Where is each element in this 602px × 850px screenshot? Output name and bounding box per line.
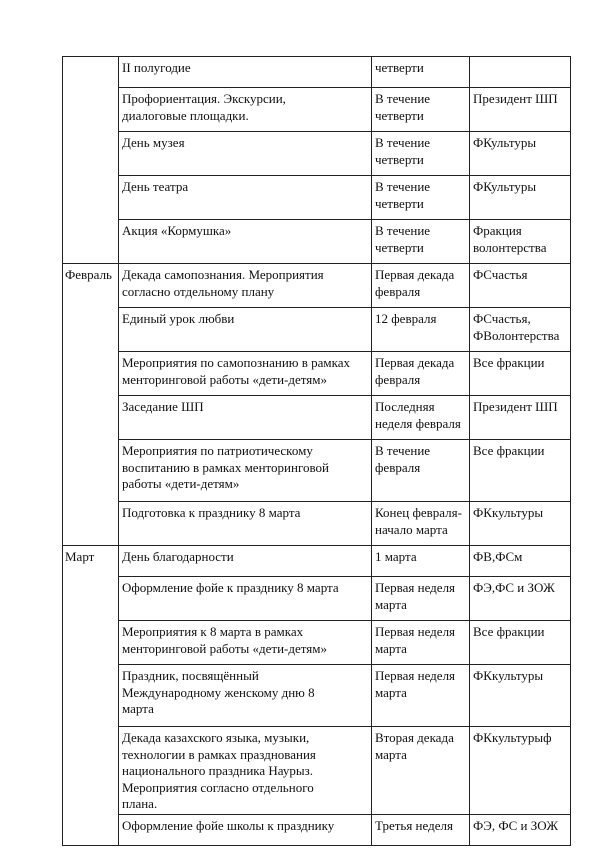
timing-cell: Первая неделя марта (372, 621, 470, 665)
event-cell: Единый урок любви (119, 308, 372, 352)
table-row (63, 57, 571, 88)
plan-table (62, 56, 571, 846)
responsible-cell: ФКкультурыф (470, 727, 571, 815)
timing-cell: В течение февраля (372, 440, 470, 502)
responsible-cell: Все фракции (470, 440, 571, 502)
responsible-cell: ФКкультуры (470, 665, 571, 727)
responsible-cell: ФЭ, ФС и ЗОЖ (470, 815, 571, 846)
table-row (63, 815, 571, 846)
event-cell: Акция «Кормушка» (119, 220, 372, 264)
timing-cell: Первая декада февраля (372, 352, 470, 396)
event-cell: Заседание ШП (119, 396, 372, 440)
table-row (63, 546, 571, 577)
table-row (63, 132, 571, 176)
responsible-cell: ФКультуры (470, 132, 571, 176)
month-cell: Февраль (63, 264, 119, 546)
table-row (63, 352, 571, 396)
responsible-cell: Фракция волонтерства (470, 220, 571, 264)
timing-cell: 12 февраля (372, 308, 470, 352)
event-cell: Мероприятия по самопознанию в рамках менторинговой работы «дети-детям» (119, 352, 372, 396)
table-row (63, 308, 571, 352)
event-cell: Праздник, посвящённый Международному женскому дню 8 марта (119, 665, 372, 727)
responsible-cell: ФКкультуры (470, 502, 571, 546)
responsible-cell: ФСчастья (470, 264, 571, 308)
event-cell: Декада самопознания. Мероприятия согласно отдельному плану (119, 264, 372, 308)
timing-cell: Последняя неделя февраля (372, 396, 470, 440)
timing-cell: В течение четверти (372, 132, 470, 176)
timing-cell: В течение четверти (372, 176, 470, 220)
table-row (63, 220, 571, 264)
event-cell: Мероприятия к 8 марта в рамках менторинговой работы «дети-детям» (119, 621, 372, 665)
responsible-cell (470, 57, 571, 88)
event-cell: День благодарности (119, 546, 372, 577)
table-row (63, 396, 571, 440)
month-cell: Март (63, 546, 119, 846)
event-cell: Декада казахского языка, музыки, технологии в рамках празднования национального праздника Наурыз. Мероприятия согласно отдельного плана. (119, 727, 372, 815)
timing-cell: Третья неделя (372, 815, 470, 846)
month-cell (63, 57, 119, 264)
table-row (63, 665, 571, 727)
responsible-cell: Все фракции (470, 621, 571, 665)
event-cell: День музея (119, 132, 372, 176)
table-row (63, 502, 571, 546)
responsible-cell: ФКультуры (470, 176, 571, 220)
table-row (63, 176, 571, 220)
table-row (63, 727, 571, 815)
responsible-cell: ФСчастья, ФВолонтерства (470, 308, 571, 352)
timing-cell: Первая неделя марта (372, 665, 470, 727)
timing-cell: Конец февраля- начало марта (372, 502, 470, 546)
timing-cell: Первая декада февраля (372, 264, 470, 308)
timing-cell: Первая неделя марта (372, 577, 470, 621)
event-cell: Оформление фойе школы к празднику (119, 815, 372, 846)
event-cell: Оформление фойе к празднику 8 марта (119, 577, 372, 621)
table-row (63, 577, 571, 621)
table-row (63, 264, 571, 308)
responsible-cell: ФЭ,ФС и ЗОЖ (470, 577, 571, 621)
timing-cell: 1 марта (372, 546, 470, 577)
table-row (63, 440, 571, 502)
responsible-cell: Все фракции (470, 352, 571, 396)
table-row (63, 88, 571, 132)
timing-cell: четверти (372, 57, 470, 88)
event-cell: II полугодие (119, 57, 372, 88)
responsible-cell: Президент ШП (470, 88, 571, 132)
event-cell: Профориентация. Экскурсии, диалоговые площадки. (119, 88, 372, 132)
timing-cell: Вторая декада марта (372, 727, 470, 815)
responsible-cell: Президент ШП (470, 396, 571, 440)
event-cell: Подготовка к празднику 8 марта (119, 502, 372, 546)
responsible-cell: ФВ,ФСм (470, 546, 571, 577)
timing-cell: В течение четверти (372, 220, 470, 264)
event-cell: День театра (119, 176, 372, 220)
timing-cell: В течение четверти (372, 88, 470, 132)
event-cell: Мероприятия по патриотическому воспитанию в рамках менторинговой работы «дети-детям» (119, 440, 372, 502)
plan-table-body (63, 57, 571, 846)
table-row (63, 621, 571, 665)
